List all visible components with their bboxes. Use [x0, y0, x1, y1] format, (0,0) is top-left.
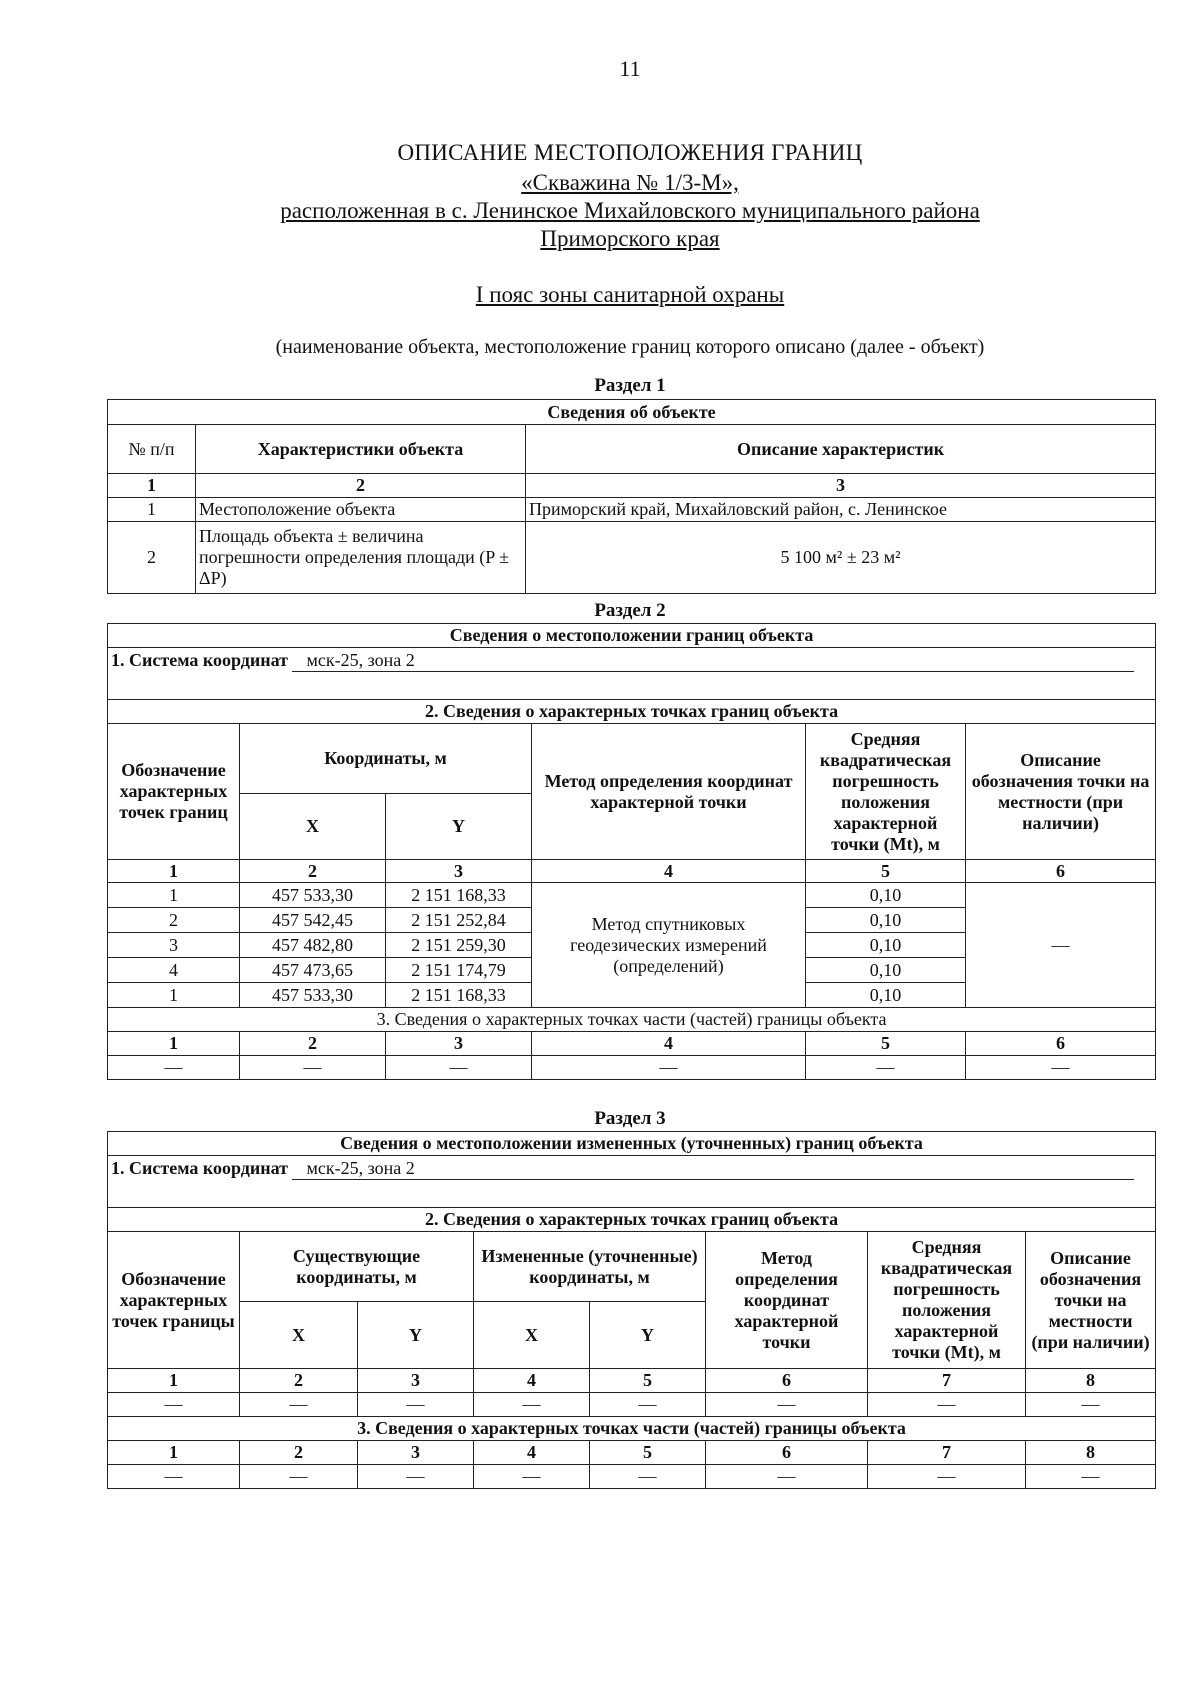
point-id: 1 [108, 983, 240, 1008]
col-number: 2 [240, 1369, 358, 1393]
point-x: 457 482,80 [240, 933, 386, 958]
col-number: 1 [108, 1369, 240, 1393]
point-y: 2 151 252,84 [386, 908, 532, 933]
point-error: 0,10 [806, 908, 966, 933]
col-number: 6 [966, 860, 1156, 883]
header-designation: Обозначение характерных точек границы [108, 1232, 240, 1369]
col-number: 3 [526, 474, 1156, 498]
col-number: 8 [1026, 1369, 1156, 1393]
coord-system-label: 1. Система координат [111, 650, 288, 670]
point-id: 4 [108, 958, 240, 983]
header-changed-coords: Измененные (уточненные) координаты, м [474, 1232, 706, 1302]
empty-cell: — [240, 1393, 358, 1417]
empty-cell: — [966, 1056, 1156, 1080]
header-x: X [240, 1302, 358, 1369]
col-number: 1 [108, 860, 240, 883]
header-error: Средняя квадратическая погрешность положения характерной точки (Mt), м [868, 1232, 1026, 1369]
point-method: Метод спутниковых геодезических измерений (определений) [532, 883, 806, 1008]
col-number: 1 [108, 1032, 240, 1056]
col-number: 4 [532, 1032, 806, 1056]
region-line: Приморского края [540, 226, 720, 251]
col-number: 8 [1026, 1441, 1156, 1465]
zone-title: I пояс зоны санитарной охраны [475, 282, 785, 307]
header-coords: Координаты, м [240, 724, 532, 794]
header-error: Средняя квадратическая погрешность положения характерной точки (Mt), м [806, 724, 966, 860]
col-number: 6 [966, 1032, 1156, 1056]
col-number: 5 [590, 1369, 706, 1393]
point-x: 457 533,30 [240, 883, 386, 908]
point-id: 3 [108, 933, 240, 958]
col-number: 5 [806, 860, 966, 883]
point-x: 457 542,45 [240, 908, 386, 933]
section3-table-title: Сведения о местоположении измененных (уточненных) границ объекта [108, 1132, 1156, 1156]
section1-table [107, 399, 1156, 594]
empty-cell: — [1026, 1465, 1156, 1489]
empty-cell: — [474, 1465, 590, 1489]
part-points-title: 3. Сведения о характерных точках части (частей) границы объекта [108, 1417, 1156, 1441]
col-number: 2 [240, 1441, 358, 1465]
col-number: 1 [108, 1441, 240, 1465]
col-number: 3 [358, 1369, 474, 1393]
col-number: 3 [358, 1441, 474, 1465]
header-y: Y [358, 1302, 474, 1369]
empty-cell: — [1026, 1393, 1156, 1417]
empty-cell: — [706, 1465, 868, 1489]
table-row [108, 1465, 1156, 1489]
empty-cell: — [532, 1056, 806, 1080]
page-number: 11 [619, 56, 641, 81]
header-designation: Обозначение характерных точек границ [108, 724, 240, 860]
col-header-num: № п/п [108, 425, 196, 474]
section3-table [107, 1131, 1156, 1489]
col-number: 6 [706, 1369, 868, 1393]
col-number: 2 [240, 860, 386, 883]
col-number: 7 [868, 1441, 1026, 1465]
location-line: расположенная в с. Ленинское Михайловского муниципального района [280, 198, 980, 223]
table-row [108, 883, 1156, 908]
section1-table-title: Сведения об объекте [108, 400, 1156, 425]
coord-system-label: 1. Система координат [111, 1158, 288, 1178]
col-number: 5 [806, 1032, 966, 1056]
empty-cell: — [868, 1465, 1026, 1489]
header-method: Метод определения координат характерной точки [532, 724, 806, 860]
table-row [108, 1056, 1156, 1080]
section1-heading: Раздел 1 [594, 375, 666, 396]
col-header-description: Описание характеристик [526, 425, 1156, 474]
col-number: 6 [706, 1441, 868, 1465]
row-num: 1 [108, 498, 196, 522]
point-error: 0,10 [806, 958, 966, 983]
col-number: 2 [196, 474, 526, 498]
empty-cell: — [240, 1465, 358, 1489]
table-row [108, 1393, 1156, 1417]
header-y: Y [590, 1302, 706, 1369]
point-error: 0,10 [806, 983, 966, 1008]
col-number: 4 [532, 860, 806, 883]
section3-heading: Раздел 3 [594, 1108, 666, 1129]
empty-cell: — [590, 1465, 706, 1489]
empty-cell: — [868, 1393, 1026, 1417]
col-number: 5 [590, 1441, 706, 1465]
header-description: Описание обозначения точки на местности (при наличии) [1026, 1232, 1156, 1369]
empty-cell: — [108, 1465, 240, 1489]
document-title: ОПИСАНИЕ МЕСТОПОЛОЖЕНИЯ ГРАНИЦ [397, 140, 863, 165]
header-description: Описание обозначения точки на местности (при наличии) [966, 724, 1156, 860]
header-method: Метод определения координат характерной точки [706, 1232, 868, 1369]
point-id: 1 [108, 883, 240, 908]
col-number: 3 [386, 1032, 532, 1056]
empty-cell: — [108, 1393, 240, 1417]
empty-cell: — [590, 1393, 706, 1417]
point-description: — [966, 883, 1156, 1008]
header-x: X [474, 1302, 590, 1369]
empty-cell: — [108, 1056, 240, 1080]
coord-system-value: мск-25, зона 2 [292, 1158, 1134, 1180]
header-existing-coords: Существующие координаты, м [240, 1232, 474, 1302]
empty-cell: — [240, 1056, 386, 1080]
point-y: 2 151 168,33 [386, 983, 532, 1008]
col-number: 4 [474, 1441, 590, 1465]
section2-table [107, 623, 1156, 1080]
col-number: 3 [386, 860, 532, 883]
col-number: 2 [240, 1032, 386, 1056]
table-row [108, 522, 1156, 594]
row-num: 2 [108, 522, 196, 594]
header-x: X [240, 794, 386, 860]
point-id: 2 [108, 908, 240, 933]
object-name: «Скважина № 1/3-М», [521, 170, 739, 195]
point-x: 457 473,65 [240, 958, 386, 983]
col-header-characteristic: Характеристики объекта [196, 425, 526, 474]
col-number: 7 [868, 1369, 1026, 1393]
section2-heading: Раздел 2 [594, 600, 666, 621]
row-description: Приморский край, Михайловский район, с. Ленинское [526, 498, 1156, 522]
row-description: 5 100 м² ± 23 м² [526, 522, 1156, 594]
col-number: 4 [474, 1369, 590, 1393]
points-title: 2. Сведения о характерных точках границ объекта [108, 1208, 1156, 1232]
point-y: 2 151 168,33 [386, 883, 532, 908]
coord-system-value: мск-25, зона 2 [292, 650, 1134, 672]
empty-cell: — [806, 1056, 966, 1080]
part-points-title: 3. Сведения о характерных точках части (частей) границы объекта [108, 1008, 1156, 1032]
object-caption: (наименование объекта, местоположение границ которого описано (далее - объект) [275, 336, 985, 358]
table-row [108, 498, 1156, 522]
header-y: Y [386, 794, 532, 860]
empty-cell: — [358, 1465, 474, 1489]
section2-table-title: Сведения о местоположении границ объекта [108, 624, 1156, 648]
empty-cell: — [474, 1393, 590, 1417]
row-characteristic: Площадь объекта ± величина погрешности определения площади (P ± ΔP) [196, 522, 526, 594]
point-error: 0,10 [806, 883, 966, 908]
point-y: 2 151 174,79 [386, 958, 532, 983]
row-characteristic: Местоположение объекта [196, 498, 526, 522]
point-error: 0,10 [806, 933, 966, 958]
empty-cell: — [706, 1393, 868, 1417]
point-x: 457 533,30 [240, 983, 386, 1008]
point-y: 2 151 259,30 [386, 933, 532, 958]
empty-cell: — [358, 1393, 474, 1417]
empty-cell: — [386, 1056, 532, 1080]
col-number: 1 [108, 474, 196, 498]
points-title: 2. Сведения о характерных точках границ объекта [108, 700, 1156, 724]
